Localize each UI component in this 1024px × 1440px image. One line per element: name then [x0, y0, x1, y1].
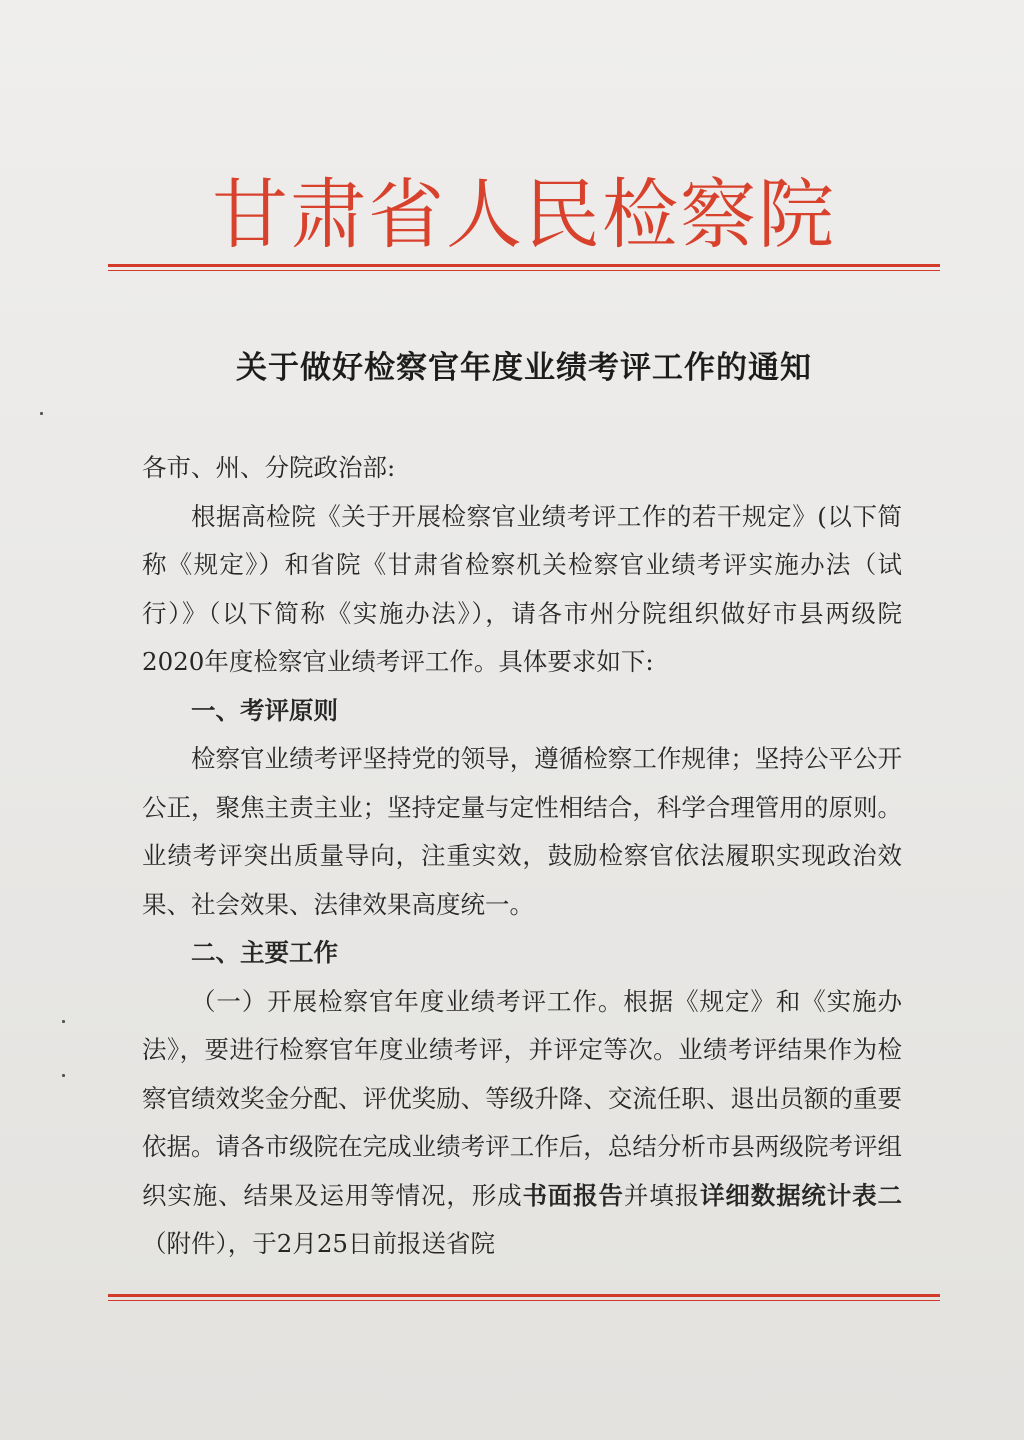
- document-title: 关于做好检察官年度业绩考评工作的通知: [236, 350, 812, 386]
- paper-speck: [62, 1074, 65, 1077]
- section1-heading: 一、考评原则: [191, 695, 338, 725]
- document-body: [142, 444, 902, 1269]
- section2-text-3: （附件），于2月25日前报送省院: [142, 1229, 496, 1258]
- section2-heading: 二、主要工作: [191, 938, 338, 967]
- section2-paragraph: [142, 978, 902, 1269]
- greeting: 各市、州、分院政治部:: [142, 453, 396, 482]
- section2-bold-1: 书面报告: [522, 1180, 624, 1210]
- paper-speck: [62, 1020, 65, 1023]
- paper-speck: [40, 412, 43, 415]
- section2-bold-2: 详细数据统计表二: [699, 1180, 903, 1210]
- footer-divider: [108, 1294, 940, 1301]
- header-divider: [108, 264, 940, 271]
- section1-paragraph: 检察官业绩考评坚持党的领导，遵循检察工作规律；坚持公平公开公正，聚焦主责主业；坚持定量与定性相结合，科学合理管用的原则。业绩考评突出质量导向，注重实效，鼓励检察官依法履职实现政治效果、社会效果、法律效果高度统一。: [142, 744, 902, 919]
- section2-text-1: （一）开展检察官年度业绩考评工作。根据《规定》和《实施办法》，要进行检察官年度业绩考评，并评定等次。业绩考评结果作为检察官绩效奖金分配、评优奖励、等级升降、交流任职、退出员额的重要依据。请各市级院在完成业绩考评工作后，总结分析市县两级院考评组织实施、结果及运用等情况，形成: [142, 986, 902, 1210]
- org-header: 甘肃省人民检察院: [212, 170, 836, 259]
- section2-text-2: 并填报: [623, 1180, 700, 1210]
- intro-paragraph: 根据高检院《关于开展检察官业绩考评工作的若干规定》(以下简称《规定》）和省院《甘肃省检察机关检察官业绩考评实施办法（试行）》（以下简称《实施办法》），请各市州分院组织做好市县两级院2020年度检察官业绩考评工作。具体要求如下:: [142, 501, 902, 676]
